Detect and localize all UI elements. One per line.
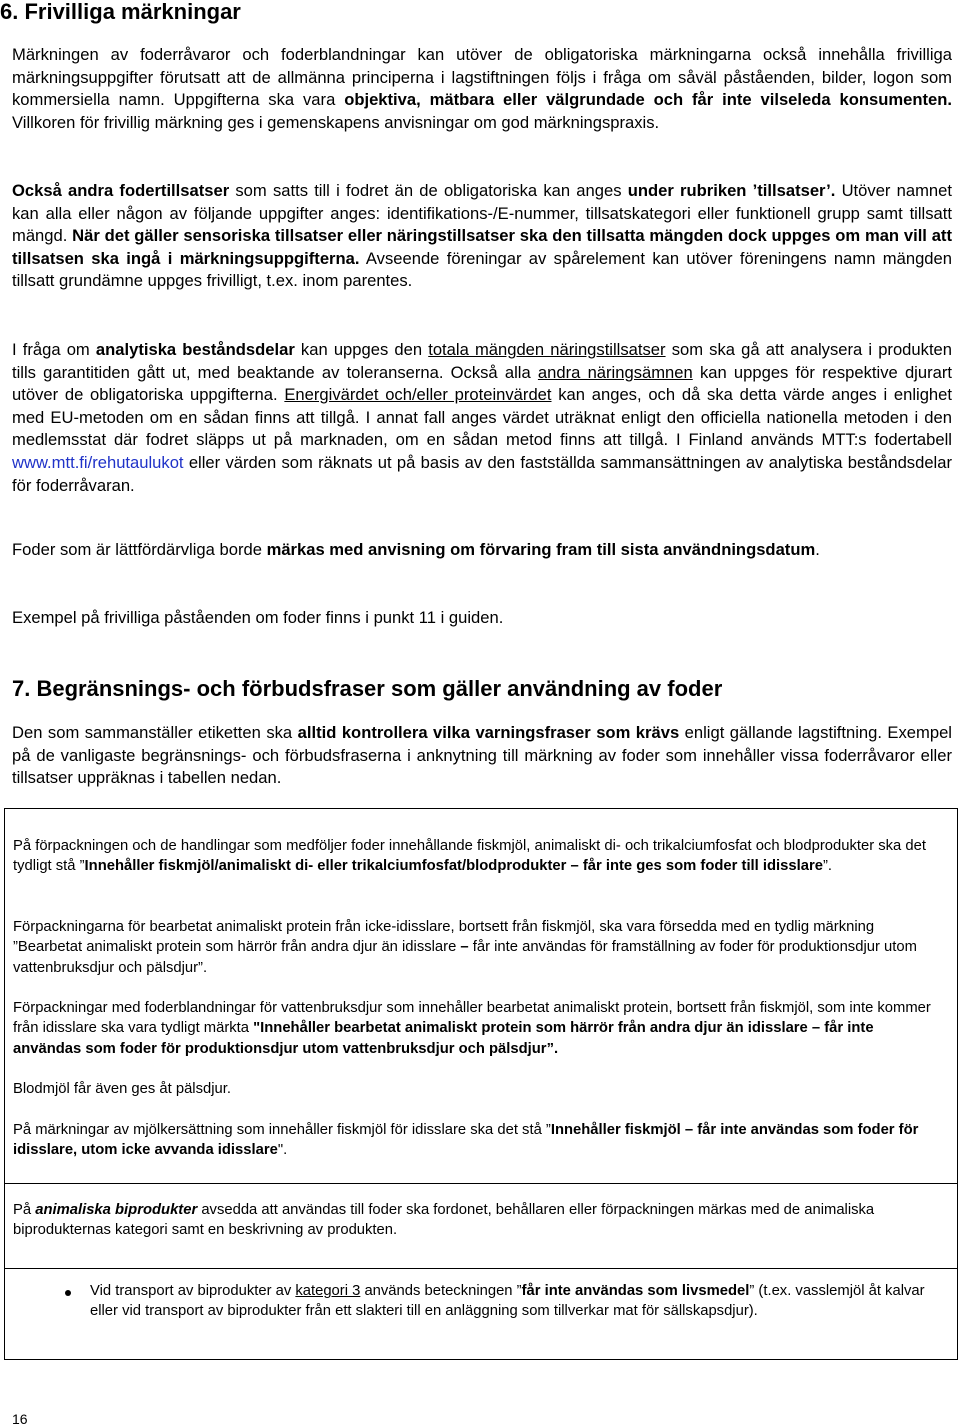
- table-paragraph: [13, 1120, 933, 1161]
- table-paragraph: Blodmjöl får även ges åt pälsdjur.: [13, 1081, 231, 1097]
- text-run: Märkningen av foderråvaror och foderblandningar kan utöver de obligatoriska märkningarna också innehålla frivilliga märkningsuppgifter förutsatt att de allmänna principerna i lagstiftningen följs i fråga om såväl påståenden, bilder, logon som kommersiella namn. Uppgifterna ska vara: [12, 45, 952, 110]
- text-run: kan anges, och då ska detta värde anges i enlighet med EU-metoden om en sådan finns att tillgå. I annat fall anges värdet uträknat enligt den officiella nationella metoden i den medlemsstat där fodret släpps ut på marknaden, om en sådan metod finns att tillgå. I Finland används MTT:s fodertabell: [12, 385, 952, 450]
- text-run: enligt gällande lagstiftning. Exempel på de vanligaste begränsnings- och förbudsfraserna i anknytning till märkning av foder som innehåller vissa foderråvaror eller tillsatser uppräknas i tabellen nedan.: [12, 723, 952, 788]
- emphasis-text: Också andra fodertillsatser: [12, 181, 230, 200]
- text-run: I fråga om: [12, 340, 96, 359]
- emphasis-text: under rubriken ’tillsatser’.: [627, 181, 836, 200]
- table-paragraph: [13, 836, 933, 877]
- table-paragraph: [13, 917, 933, 978]
- section-6-paragraph-4: [12, 539, 952, 562]
- text-run: kan uppges för respektive djurart utöver de obligatoriska uppgifterna.: [12, 362, 952, 405]
- text-run: .: [815, 540, 820, 559]
- text-run: På märkningar av mjölkersättning som innehåller fiskmjöl för idisslare ska det stå ”: [13, 1122, 551, 1138]
- text-run: avsedda att användas till foder ska fordonet, behållaren eller förpackningen märkas med de animaliska biprodukternas kategori samt en beskrivning av produkten.: [13, 1202, 875, 1239]
- emphasis-text: –: [460, 939, 469, 956]
- text-run: ”.: [822, 858, 832, 875]
- text-run: som ska gå att analysera i produkten tills garantitiden gått ut, med beaktande av toleranserna. Också alla: [12, 340, 953, 382]
- emphasis-text: får inte användas som livsmedel: [521, 1283, 750, 1299]
- section-6-heading: 6. Frivilliga märkningar: [0, 0, 241, 24]
- table-cell-category-3: [4, 1268, 958, 1360]
- text-run: Vid transport av biprodukter av: [90, 1283, 296, 1299]
- emphasis-text: objektiva, mätbara eller välgrundade och får inte vilseleda konsumenten.: [344, 90, 952, 110]
- text-run: Förpackningar med foderblandningar för vattenbruksdjur som innehåller bearbetat animaliskt protein, bortsett från fiskmjöl, som inte kommer från idisslare ska vara tydligt märkta: [13, 1000, 931, 1037]
- section-7-heading: 7. Begränsnings- och förbudsfraser som gäller användning av foder: [12, 676, 723, 701]
- table-cell-animal-byproducts: [4, 1183, 958, 1269]
- text-run: kan uppges den: [294, 340, 429, 359]
- emphasis-text: märkas med anvisning om förvaring fram till sista användningsdatum: [266, 540, 816, 559]
- mtt-fodertabell-link[interactable]: www.mtt.fi/rehutaulukot: [12, 452, 184, 472]
- underlined-text: totala mängden näringstillsatser: [428, 340, 666, 359]
- text-run: Utöver namnet kan alla eller någon av följande uppgifter anges: identifikations-/E-nummer, tillsatskategori eller funktionell grupp samt tillsatt mängd.: [12, 181, 953, 246]
- page-number: 16: [12, 1411, 28, 1427]
- table-bullet-item: [90, 1281, 935, 1322]
- text-run: På: [13, 1202, 36, 1218]
- text-run: Den som sammanställer etiketten ska: [12, 723, 298, 742]
- section-6-paragraph-2: [12, 180, 952, 293]
- emphasis-text: När det gäller sensoriska tillsatser eller näringstillsatser ska den tillsatta mängden dock uppges om man vill att tillsatsen ska ingå i märkningsuppgifterna.: [12, 226, 952, 268]
- text-run: På förpackningen och de handlingar som medföljer foder innehållande fiskmjöl, animaliskt di- och trikalciumfosfat och blodprodukter ska det tydligt stå ”: [13, 838, 926, 875]
- text-run: Avseende föreningar av spårelement kan utöver föreningens namn mängden tillsatt grundämne uppges frivilligt, t.ex. inom parentes.: [12, 248, 952, 291]
- text-run: Villkoren för frivillig märkning ges i gemenskapens anvisningar om god märkningspraxis.: [12, 112, 660, 132]
- section-6-paragraph-3: [12, 339, 952, 497]
- emphasis-text: analytiska beståndsdelar: [95, 340, 295, 359]
- text-run: eller värden som räknats ut på basis av den fastställda sammansättningen av analytiska beståndsdelar för foderråvaran.: [12, 452, 952, 495]
- text-run: ".: [277, 1142, 288, 1159]
- underlined-text: Energivärdet och/eller proteinvärdet: [284, 385, 552, 405]
- section-6-paragraph-5: Exempel på frivilliga påståenden om foder finns i punkt 11 i guiden.: [12, 608, 504, 627]
- text-run: Förpackningarna för bearbetat animaliskt protein från icke-idisslare, bortsett från fiskmjöl, ska vara försedda med en tydlig märkning ”Bearbetat animaliskt protein som härrör från andra djur än idisslare: [13, 919, 875, 956]
- section-6-paragraph-1: [12, 44, 952, 134]
- table-paragraph: [13, 998, 933, 1059]
- bullet-icon: [65, 1290, 71, 1296]
- text-run: som satts till i fodret än de obligatoriska kan anges: [229, 181, 628, 200]
- emphasis-text: animaliska biprodukter: [35, 1202, 198, 1218]
- text-run: används beteckningen ”: [360, 1283, 522, 1299]
- text-run: ” (t.ex. vasslemjöl åt kalvar eller vid transport av biprodukter från ett slakteri till en anläggning som tillverkar mat för sällskapsdjur).: [90, 1283, 925, 1320]
- text-run: får inte användas för framställning av foder för produktionsdjur utom vattenbruksdjur och pälsdjur”.: [13, 939, 917, 976]
- emphasis-text: alltid kontrollera vilka varningsfraser som krävs: [297, 723, 680, 742]
- underlined-text: andra näringsämnen: [537, 362, 693, 382]
- table-paragraph: [13, 1200, 933, 1241]
- emphasis-text: Innehåller fiskmjöl/animaliskt di- eller trikalciumfosfat/blodprodukter – får inte ges som foder till idisslare: [84, 858, 823, 875]
- table-cell-feed-labels: [4, 808, 958, 1184]
- underlined-text: kategori 3: [295, 1283, 361, 1299]
- section-7-paragraph-1: [12, 722, 952, 790]
- text-run: Foder som är lättfördärvliga borde: [12, 540, 267, 559]
- emphasis-text: "Innehåller bearbetat animaliskt protein som härrör från andra djur än idisslare – får inte användas som foder för produktionsdjur utom vattenbruksdjur och pälsdjur”.: [13, 1020, 874, 1057]
- emphasis-text: Innehåller fiskmjöl – får inte användas som foder för idisslare, utom icke avvanda idisslare: [13, 1122, 919, 1159]
